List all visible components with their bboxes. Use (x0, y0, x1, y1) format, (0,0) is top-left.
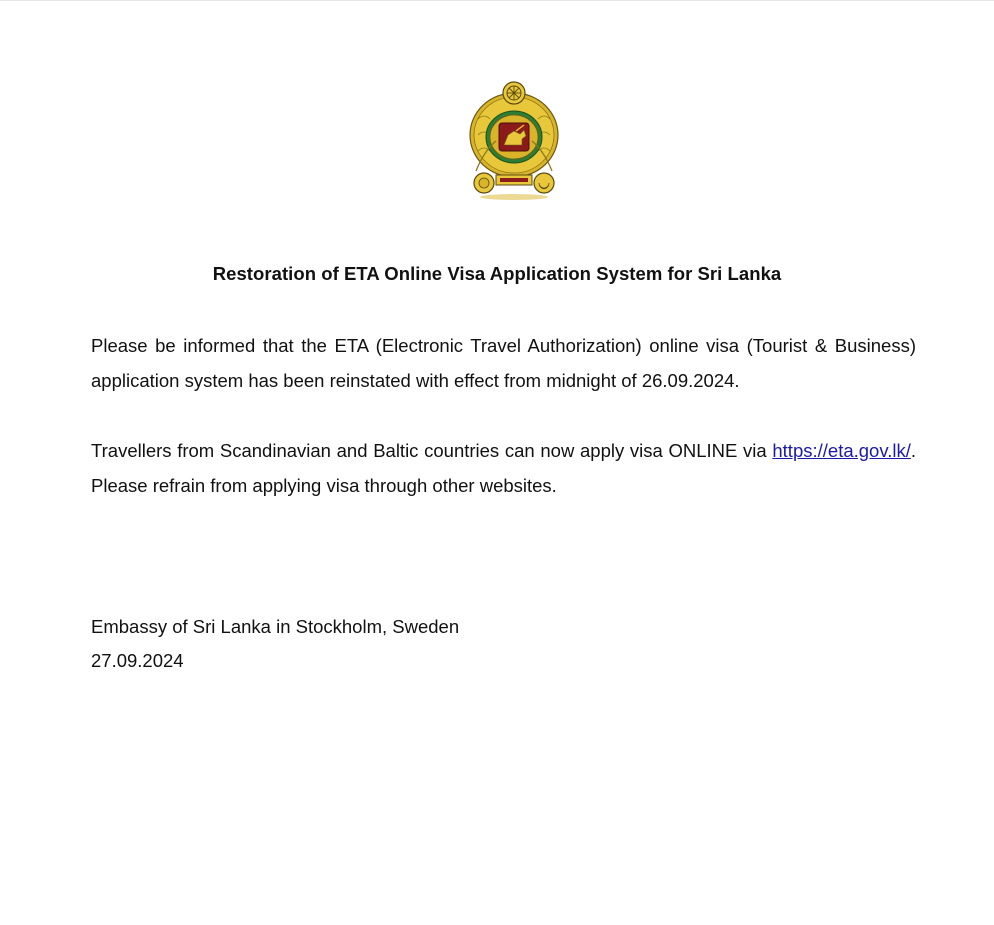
paragraph-text-before-link: Travellers from Scandinavian and Baltic countries can now apply visa ONLINE via (91, 440, 773, 461)
signature-date: 27.09.2024 (91, 650, 184, 671)
eta-website-link[interactable]: https://eta.gov.lk/ (772, 440, 911, 461)
paragraph-text-after-link: . Please refrain from applying visa through other websites. (91, 440, 916, 496)
paragraph-application-info (91, 433, 916, 503)
document-title: Restoration of ETA Online Visa Application System for Sri Lanka (212, 263, 782, 284)
sri-lanka-emblem-icon (466, 79, 562, 203)
signature-embassy: Embassy of Sri Lanka in Stockholm, Sweden (91, 616, 460, 637)
paragraph-reinstatement: Please be informed that the ETA (Electronic Travel Authorization) online visa (Tourist & Business) application system has been reinstated with effect from midnight of 26.09.2024. (91, 335, 916, 391)
